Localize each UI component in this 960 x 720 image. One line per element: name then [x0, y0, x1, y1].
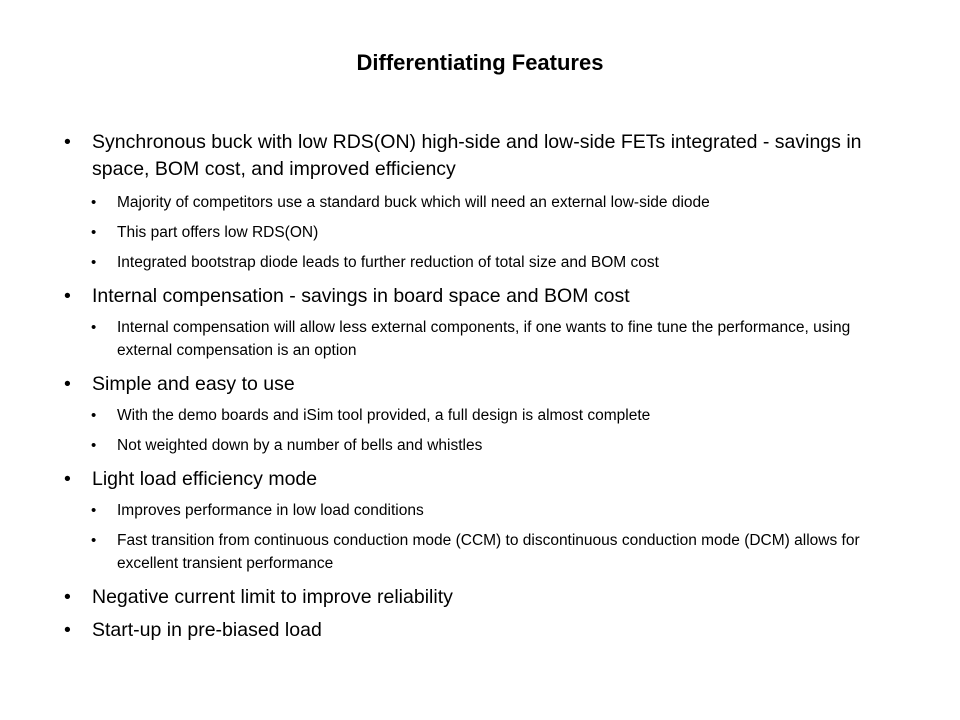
bullet-text: Negative current limit to improve reliability: [92, 586, 453, 608]
bullet-icon: •: [64, 131, 71, 153]
bullet-icon: •: [64, 619, 71, 641]
sub-bullet-icon: •: [91, 319, 97, 336]
bullet-item: [0, 371, 960, 398]
bullet-text: Start-up in pre-biased load: [92, 619, 322, 641]
bullet-item: [0, 283, 960, 310]
sub-bullet-icon: •: [91, 224, 97, 241]
sub-bullet-item: [0, 251, 960, 274]
sub-bullet-text: This part offers low RDS(ON): [117, 224, 319, 241]
bullet-text: Synchronous buck with low RDS(ON) high-side and low-side FETs integrated - savings in space, BOM cost, and improved efficiency: [92, 131, 862, 180]
sub-bullet-text: With the demo boards and iSim tool provided, a full design is almost complete: [117, 407, 651, 424]
sub-bullet-icon: •: [91, 437, 97, 454]
sub-bullet-icon: •: [91, 407, 97, 424]
bullet-text: Internal compensation - savings in board space and BOM cost: [92, 285, 630, 307]
slide-title: Differentiating Features: [356, 50, 604, 75]
bullet-item: [0, 129, 960, 183]
bullet-icon: •: [64, 373, 71, 395]
bullet-icon: •: [64, 468, 71, 490]
sub-bullet-icon: •: [91, 254, 97, 271]
sub-bullet-text: Internal compensation will allow less external components, if one wants to fine tune the performance, using external compensation is an option: [117, 319, 851, 359]
bullet-item: [0, 584, 960, 611]
sub-bullet-item: [0, 529, 960, 575]
bullet-icon: •: [64, 285, 71, 307]
sub-bullet-text: Integrated bootstrap diode leads to further reduction of total size and BOM cost: [117, 254, 659, 271]
sub-bullet-text: Majority of competitors use a standard buck which will need an external low-side diode: [117, 194, 710, 211]
sub-bullet-text: Improves performance in low load conditions: [117, 502, 424, 519]
sub-bullet-item: [0, 191, 960, 214]
sub-bullet-text: Fast transition from continuous conduction mode (CCM) to discontinuous conduction mode (DCM) allows for excellent transient performance: [117, 532, 860, 572]
sub-bullet-icon: •: [91, 502, 97, 519]
sub-bullet-item: [0, 316, 960, 362]
bullet-item: [0, 617, 960, 644]
sub-bullet-icon: •: [91, 532, 97, 549]
bullet-text: Simple and easy to use: [92, 373, 295, 395]
sub-bullet-item: [0, 404, 960, 427]
sub-bullet-item: [0, 221, 960, 244]
bullet-list: [0, 129, 960, 650]
bullet-text: Light load efficiency mode: [92, 468, 318, 490]
sub-bullet-item: [0, 434, 960, 457]
sub-bullet-text: Not weighted down by a number of bells and whistles: [117, 437, 483, 454]
sub-bullet-item: [0, 499, 960, 522]
sub-bullet-icon: •: [91, 194, 97, 211]
bullet-item: [0, 466, 960, 493]
bullet-icon: •: [64, 586, 71, 608]
